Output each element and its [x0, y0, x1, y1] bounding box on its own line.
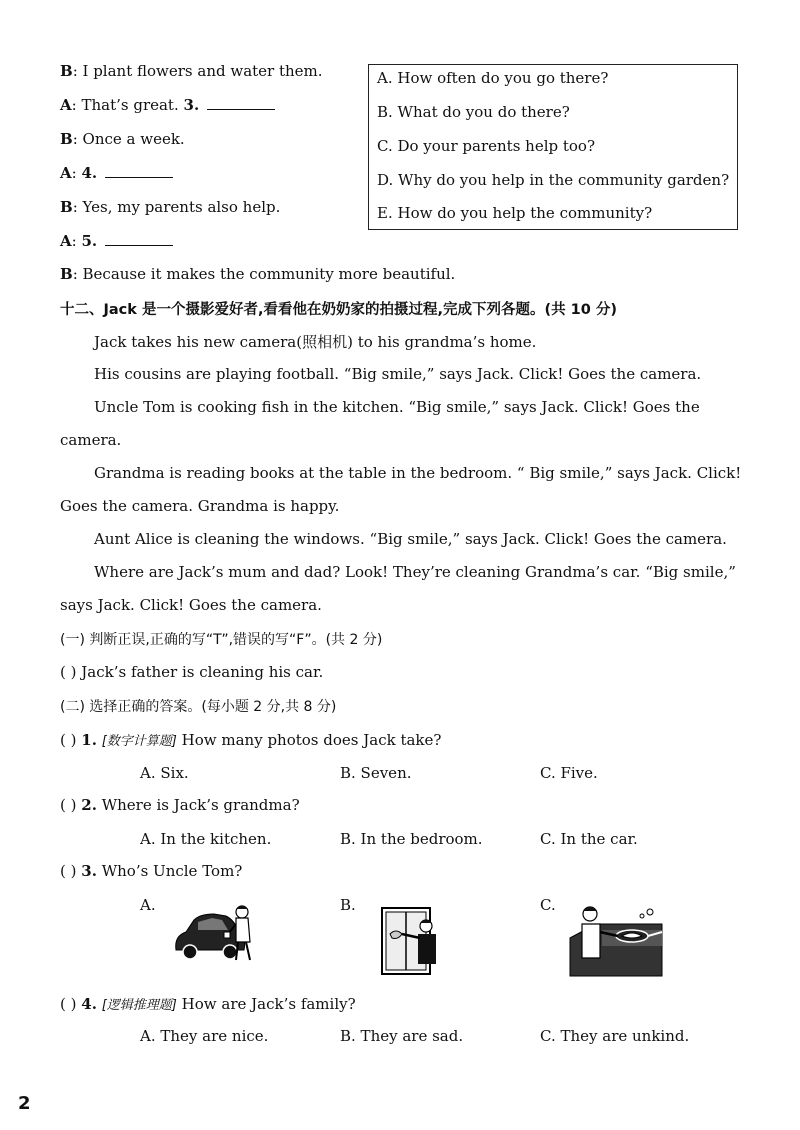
passage-paragraph-6: Where are Jack’s mum and dad? Look! They’re cleaning Grandma’s car. “Big smile,”: [94, 563, 736, 581]
question-number: 3.: [81, 862, 97, 880]
part1-question: [60, 663, 323, 681]
dialogue-line-5: B: Yes, my parents also help.: [60, 198, 281, 216]
speaker-label: B: [60, 265, 73, 283]
window-cleaning-picture[interactable]: [380, 904, 440, 976]
dialogue-text: Yes, my parents also help.: [82, 198, 281, 216]
dialogue-text: Because it makes the community more beautiful.: [82, 265, 456, 283]
question-1: [60, 730, 441, 749]
option-a: A. How often do you go there?: [377, 69, 609, 87]
blank-number: 3.: [183, 96, 200, 114]
blank-number: 5.: [81, 232, 98, 250]
passage-paragraph-5: Aunt Alice is cleaning the windows. “Big smile,” says Jack. Click! Goes the camera.: [94, 530, 727, 548]
dialogue-text: I plant flowers and water them.: [82, 62, 323, 80]
dialogue-line-7: B: Because it makes the community more beautiful.: [60, 265, 456, 283]
answer-paren[interactable]: ( ): [60, 731, 77, 749]
cooking-picture[interactable]: [566, 902, 666, 978]
dialogue-text: Once a week.: [82, 130, 185, 148]
question-text: Where is Jack’s grandma?: [101, 796, 300, 814]
answer-blank[interactable]: [105, 233, 173, 246]
dialogue-line-4: A: 4.: [60, 164, 173, 182]
blank-number: 4.: [81, 164, 98, 182]
q3-option-c[interactable]: C.: [540, 896, 556, 914]
q4-option-a[interactable]: A. They are nice.: [140, 1027, 269, 1045]
page-number: 2: [18, 1093, 31, 1114]
speaker-label: B: [60, 62, 73, 80]
q1-option-b[interactable]: B. Seven.: [340, 764, 412, 782]
speaker-label: B: [60, 130, 73, 148]
q2-option-a[interactable]: A. In the kitchen.: [140, 830, 272, 848]
answer-paren[interactable]: ( ): [60, 862, 77, 880]
passage-paragraph-4: Grandma is reading books at the table in the bedroom. “ Big smile,” says Jack. Click!: [94, 464, 742, 482]
speaker-label: A: [60, 232, 72, 250]
q4-option-b[interactable]: B. They are sad.: [340, 1027, 464, 1045]
dialogue-line-3: B: Once a week.: [60, 130, 185, 148]
passage-paragraph-6-cont: says Jack. Click! Goes the camera.: [60, 596, 322, 614]
passage-paragraph-2: His cousins are playing football. “Big smile,” says Jack. Click! Goes the camera.: [94, 365, 702, 383]
q3-option-a[interactable]: A.: [140, 896, 156, 914]
answer-paren[interactable]: ( ): [60, 995, 77, 1013]
q1-option-a[interactable]: A. Six.: [140, 764, 189, 782]
answer-blank[interactable]: [207, 97, 275, 110]
question-2: [60, 796, 300, 814]
question-tag: [逻辑推理题]: [101, 998, 177, 1013]
option-c: C. Do your parents help too?: [377, 137, 595, 155]
question-text: How are Jack’s family?: [181, 995, 356, 1013]
passage-paragraph-1: Jack takes his new camera(照相机) to his grandma’s home.: [94, 333, 537, 351]
passage-paragraph-3: Uncle Tom is cooking fish in the kitchen. “Big smile,” says Jack. Click! Goes the: [94, 398, 700, 416]
answer-blank[interactable]: [105, 165, 173, 178]
dialogue-line-1: B: I plant flowers and water them.: [60, 62, 323, 80]
passage-paragraph-4-cont: Goes the camera. Grandma is happy.: [60, 497, 340, 515]
question-number: 4.: [81, 995, 97, 1013]
q4-option-c[interactable]: C. They are unkind.: [540, 1027, 690, 1045]
option-e: E. How do you help the community?: [377, 204, 653, 222]
option-d: D. Why do you help in the community garden?: [377, 171, 730, 189]
q3-option-b[interactable]: B.: [340, 896, 356, 914]
q2-option-b[interactable]: B. In the bedroom.: [340, 830, 483, 848]
question-4: [60, 994, 356, 1013]
passage-paragraph-3-cont: camera.: [60, 431, 122, 449]
dialogue-line-2: A: That’s great. 3.: [60, 96, 275, 114]
speaker-label: A: [60, 164, 72, 182]
car-cleaning-picture[interactable]: [172, 900, 262, 966]
question-number: 2.: [81, 796, 97, 814]
question-number: 1.: [81, 731, 97, 749]
question-text: Who’s Uncle Tom?: [101, 862, 243, 880]
part2-heading: (二) 选择正确的答案。(每小题 2 分,共 8 分): [60, 699, 337, 715]
dialogue-line-6: A: 5.: [60, 232, 173, 250]
dialogue-text: That’s great.: [81, 96, 179, 114]
answer-paren[interactable]: ( ): [60, 663, 77, 681]
part1-heading: (一) 判断正误,正确的写“T”,错误的写“F”。(共 2 分): [60, 632, 383, 648]
option-b: B. What do you do there?: [377, 103, 570, 121]
section-heading: 十二、Jack 是一个摄影爱好者,看看他在奶奶家的拍摄过程,完成下列各题。(共 10 分): [60, 302, 618, 318]
question-tag: [数字计算题]: [101, 734, 177, 749]
question-text: Jack’s father is cleaning his car.: [81, 663, 324, 681]
options-box: [368, 64, 738, 230]
q2-option-c[interactable]: C. In the car.: [540, 830, 638, 848]
question-text: How many photos does Jack take?: [181, 731, 442, 749]
speaker-label: A: [60, 96, 72, 114]
answer-paren[interactable]: ( ): [60, 796, 77, 814]
speaker-label: B: [60, 198, 73, 216]
q1-option-c[interactable]: C. Five.: [540, 764, 598, 782]
question-3: [60, 862, 242, 880]
